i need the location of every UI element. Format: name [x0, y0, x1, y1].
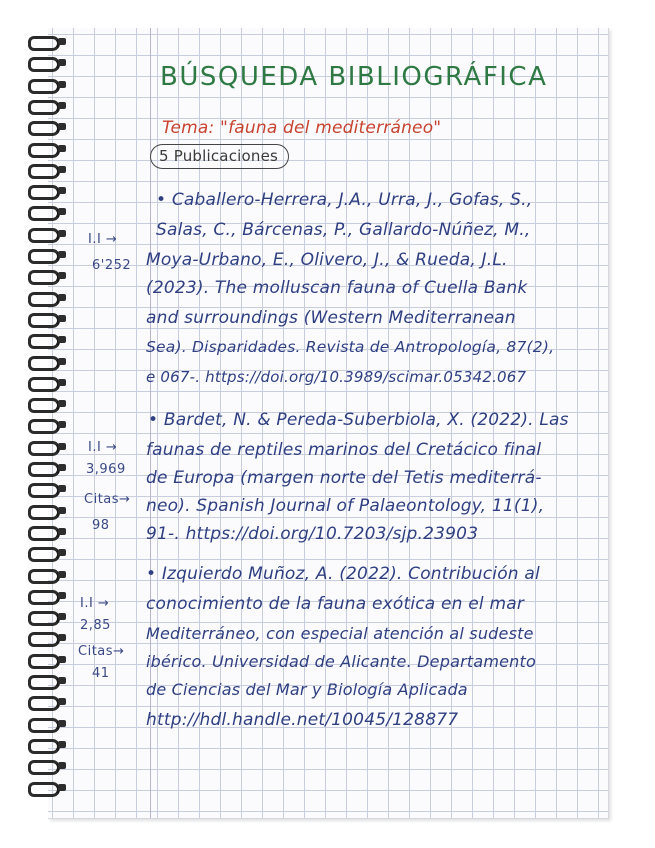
entry-1-line-3: Moya-Urbano, E., Olivero, J., & Rueda, J.L.	[146, 250, 508, 270]
spiral-ring	[28, 100, 66, 112]
spiral-ring	[28, 739, 66, 751]
entry-2-impact-label: I.I →	[88, 440, 118, 455]
spiral-ring	[28, 377, 66, 389]
entry-2-line-1: • Bardet, N. & Pereda-Suberbiola, X. (2022). Las	[148, 410, 569, 430]
spiral-ring	[28, 696, 66, 708]
entry-3-line-3: Mediterráneo, con especial atención al sudeste	[146, 624, 534, 643]
spiral-ring	[28, 313, 66, 325]
entry-1-line-1: • Caballero-Herrera, J.A., Urra, J., Gofas, S.,	[156, 190, 533, 210]
spiral-ring	[28, 270, 66, 282]
entry-1-line-6: Sea). Disparidades. Revista de Antropología, 87(2),	[146, 338, 555, 356]
spiral-ring	[28, 228, 66, 240]
spiral-ring	[28, 57, 66, 69]
entry-3-impact-label: I.I →	[80, 596, 110, 611]
spiral-ring	[28, 419, 66, 431]
spiral-ring	[28, 569, 66, 581]
spiral-ring	[28, 760, 66, 772]
entry-1-line-2: Salas, C., Bárcenas, P., Gallardo-Núñez, M.,	[156, 220, 531, 240]
spiral-ring	[28, 185, 66, 197]
spiral-binding	[28, 36, 68, 806]
entry-2-line-2: faunas de reptiles marinos del Cretácico final	[146, 440, 542, 460]
spiral-ring	[28, 356, 66, 368]
entry-1-line-7: e 067-. https://doi.org/10.3989/scimar.05342.067	[146, 368, 527, 386]
spiral-ring	[28, 718, 66, 730]
entry-2-line-5: 91-. https://doi.org/10.7203/sjp.23903	[146, 524, 479, 544]
spiral-ring	[28, 590, 66, 602]
spiral-ring	[28, 249, 66, 261]
spiral-ring	[28, 334, 66, 346]
entry-2-impact-value: 3,969	[86, 462, 126, 477]
entry-3-line-2: conocimiento de la fauna exótica en el mar	[146, 594, 525, 614]
spiral-ring	[28, 462, 66, 474]
spiral-ring	[28, 164, 66, 176]
spiral-ring	[28, 547, 66, 559]
spiral-ring	[28, 675, 66, 687]
entry-3-impact-value: 2,85	[80, 618, 111, 633]
page-title: BÚSQUEDA BIBLIOGRÁFICA	[160, 62, 548, 92]
entry-1-impact-value: 6'252	[92, 258, 132, 273]
entry-3-line-1: • Izquierdo Muñoz, A. (2022). Contribución al	[146, 564, 540, 584]
entry-3-citations-label: Citas→	[78, 644, 125, 659]
spiral-ring	[28, 36, 66, 48]
spiral-ring	[28, 505, 66, 517]
entry-1-line-5: and surroundings (Western Mediterranean	[146, 308, 516, 328]
spiral-ring	[28, 143, 66, 155]
spiral-ring	[28, 441, 66, 453]
entry-3-citations-value: 41	[92, 666, 110, 681]
entry-3-line-4: ibérico. Universidad de Alicante. Departamento	[146, 652, 536, 671]
spiral-ring	[28, 398, 66, 410]
spiral-ring	[28, 654, 66, 666]
spiral-ring	[28, 632, 66, 644]
spiral-ring	[28, 79, 66, 91]
spiral-ring	[28, 121, 66, 133]
spiral-ring	[28, 526, 66, 538]
entry-2-citations-label: Citas→	[84, 492, 131, 507]
spiral-ring	[28, 292, 66, 304]
entry-3-line-5: de Ciencias del Mar y Biología Aplicada	[146, 680, 468, 699]
topic-heading: Tema: "fauna del mediterráneo"	[162, 118, 442, 138]
spiral-ring	[28, 611, 66, 623]
spiral-ring	[28, 782, 66, 794]
entry-2-citations-value: 98	[92, 518, 110, 533]
entry-3-line-6: http://hdl.handle.net/10045/128877	[146, 710, 459, 730]
spiral-ring	[28, 206, 66, 218]
publication-count-badge: 5 Publicaciones	[150, 144, 289, 169]
spiral-ring	[28, 483, 66, 495]
entry-1-line-4: (2023). The molluscan fauna of Cuella Bank	[146, 278, 528, 298]
entry-1-impact-label: I.I →	[88, 232, 118, 247]
entry-2-line-3: de Europa (margen norte del Tetis mediterrá-	[146, 468, 542, 488]
entry-2-line-4: neo). Spanish Journal of Palaeontology, 11(1),	[146, 496, 545, 516]
